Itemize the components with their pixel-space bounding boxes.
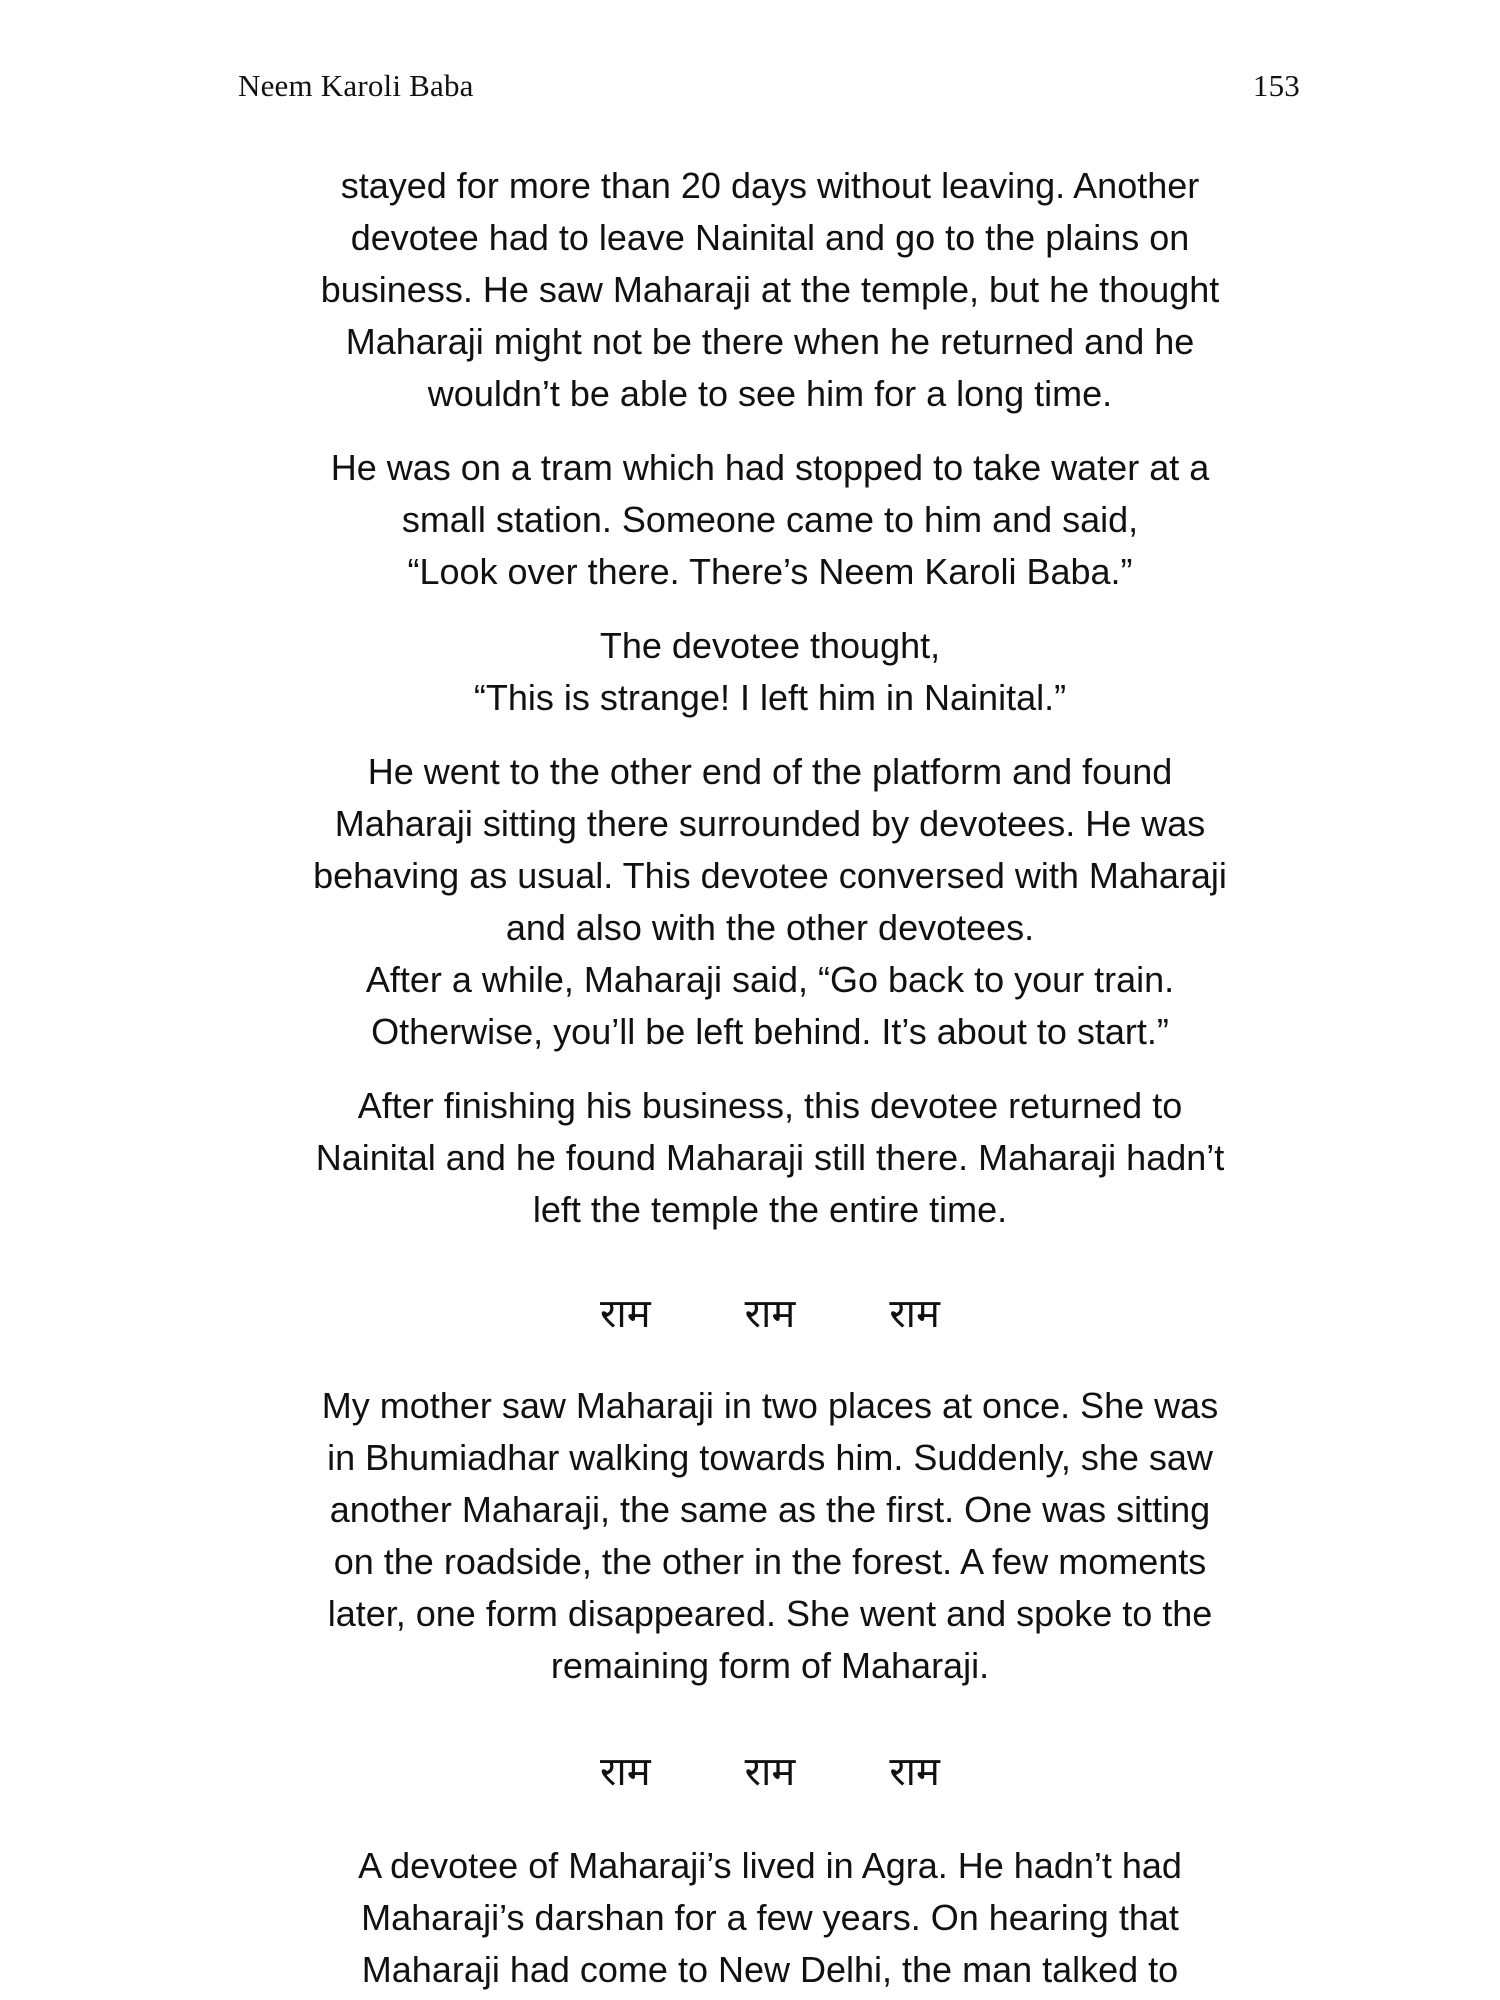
text-line: Maharaji might not be there when he returned and he xyxy=(345,321,1195,362)
text-line: Maharaji sitting there surrounded by devotees. He was xyxy=(334,803,1206,844)
section-divider xyxy=(240,1742,1300,1802)
text-line: remaining form of Maharaji. xyxy=(550,1645,990,1686)
paragraph-3 xyxy=(240,620,1300,724)
text-line: behaving as usual. This devotee conversed with Maharaji xyxy=(313,855,1227,896)
text-line: left the temple the entire time. xyxy=(532,1189,1008,1230)
text-line: After a while, Maharaji said, “Go back to your train. xyxy=(365,959,1175,1000)
text-line: A devotee of Maharaji’s lived in Agra. He hadn’t had xyxy=(358,1845,1182,1886)
text-line: After finishing his business, this devotee returned to xyxy=(357,1085,1183,1126)
paragraph-4 xyxy=(240,746,1300,954)
text-line: “Look over there. There’s Neem Karoli Baba.” xyxy=(407,551,1133,592)
text-line: and also with the other devotees. xyxy=(505,907,1035,948)
text-line: He was on a tram which had stopped to take water at a xyxy=(330,447,1210,488)
text-line: later, one form disappeared. She went and spoke to the xyxy=(327,1593,1213,1634)
text-line: on the roadside, the other in the forest. A few moments xyxy=(333,1541,1207,1582)
text-line: small station. Someone came to him and said, xyxy=(401,499,1139,540)
text-line: He went to the other end of the platform and found xyxy=(367,751,1173,792)
text-line: Maharaji’s darshan for a few years. On hearing that xyxy=(361,1897,1179,1938)
running-header xyxy=(238,64,1300,108)
text-line: in Bhumiadhar walking towards him. Suddenly, she saw xyxy=(327,1437,1213,1478)
text-line: devotee had to leave Nainital and go to the plains on xyxy=(350,217,1190,258)
text-line: The devotee thought, xyxy=(599,625,941,666)
text-line: “This is strange! I left him in Nainital.” xyxy=(473,677,1067,718)
page-number: 153 xyxy=(1252,68,1300,103)
text-line: Maharaji had come to New Delhi, the man talked to xyxy=(361,1949,1179,1990)
divider-word: राम xyxy=(744,1749,796,1795)
paragraph-1 xyxy=(240,160,1300,420)
body-text xyxy=(240,160,1300,1996)
paragraph-7 xyxy=(240,1380,1300,1692)
divider-word: राम xyxy=(600,1749,651,1795)
paragraph-6 xyxy=(240,1080,1300,1236)
divider-word: राम xyxy=(889,1749,940,1795)
text-line: stayed for more than 20 days without leaving. Another xyxy=(340,165,1200,206)
text-line: wouldn’t be able to see him for a long time. xyxy=(427,373,1113,414)
text-line: Otherwise, you’ll be left behind. It’s about to start.” xyxy=(371,1011,1169,1052)
book-title: Neem Karoli Baba xyxy=(238,68,474,103)
paragraph-2 xyxy=(240,442,1300,598)
divider-word: राम xyxy=(744,1291,796,1337)
divider-word: राम xyxy=(600,1291,651,1337)
paragraph-5 xyxy=(240,954,1300,1058)
divider-word: राम xyxy=(889,1291,940,1337)
text-line: Nainital and he found Maharaji still there. Maharaji hadn’t xyxy=(315,1137,1225,1178)
section-divider xyxy=(240,1284,1300,1344)
text-line: business. He saw Maharaji at the temple, but he thought xyxy=(320,269,1220,310)
text-line: My mother saw Maharaji in two places at once. She was xyxy=(321,1385,1219,1426)
paragraph-8 xyxy=(240,1840,1300,1996)
text-line: another Maharaji, the same as the first. One was sitting xyxy=(329,1489,1211,1530)
